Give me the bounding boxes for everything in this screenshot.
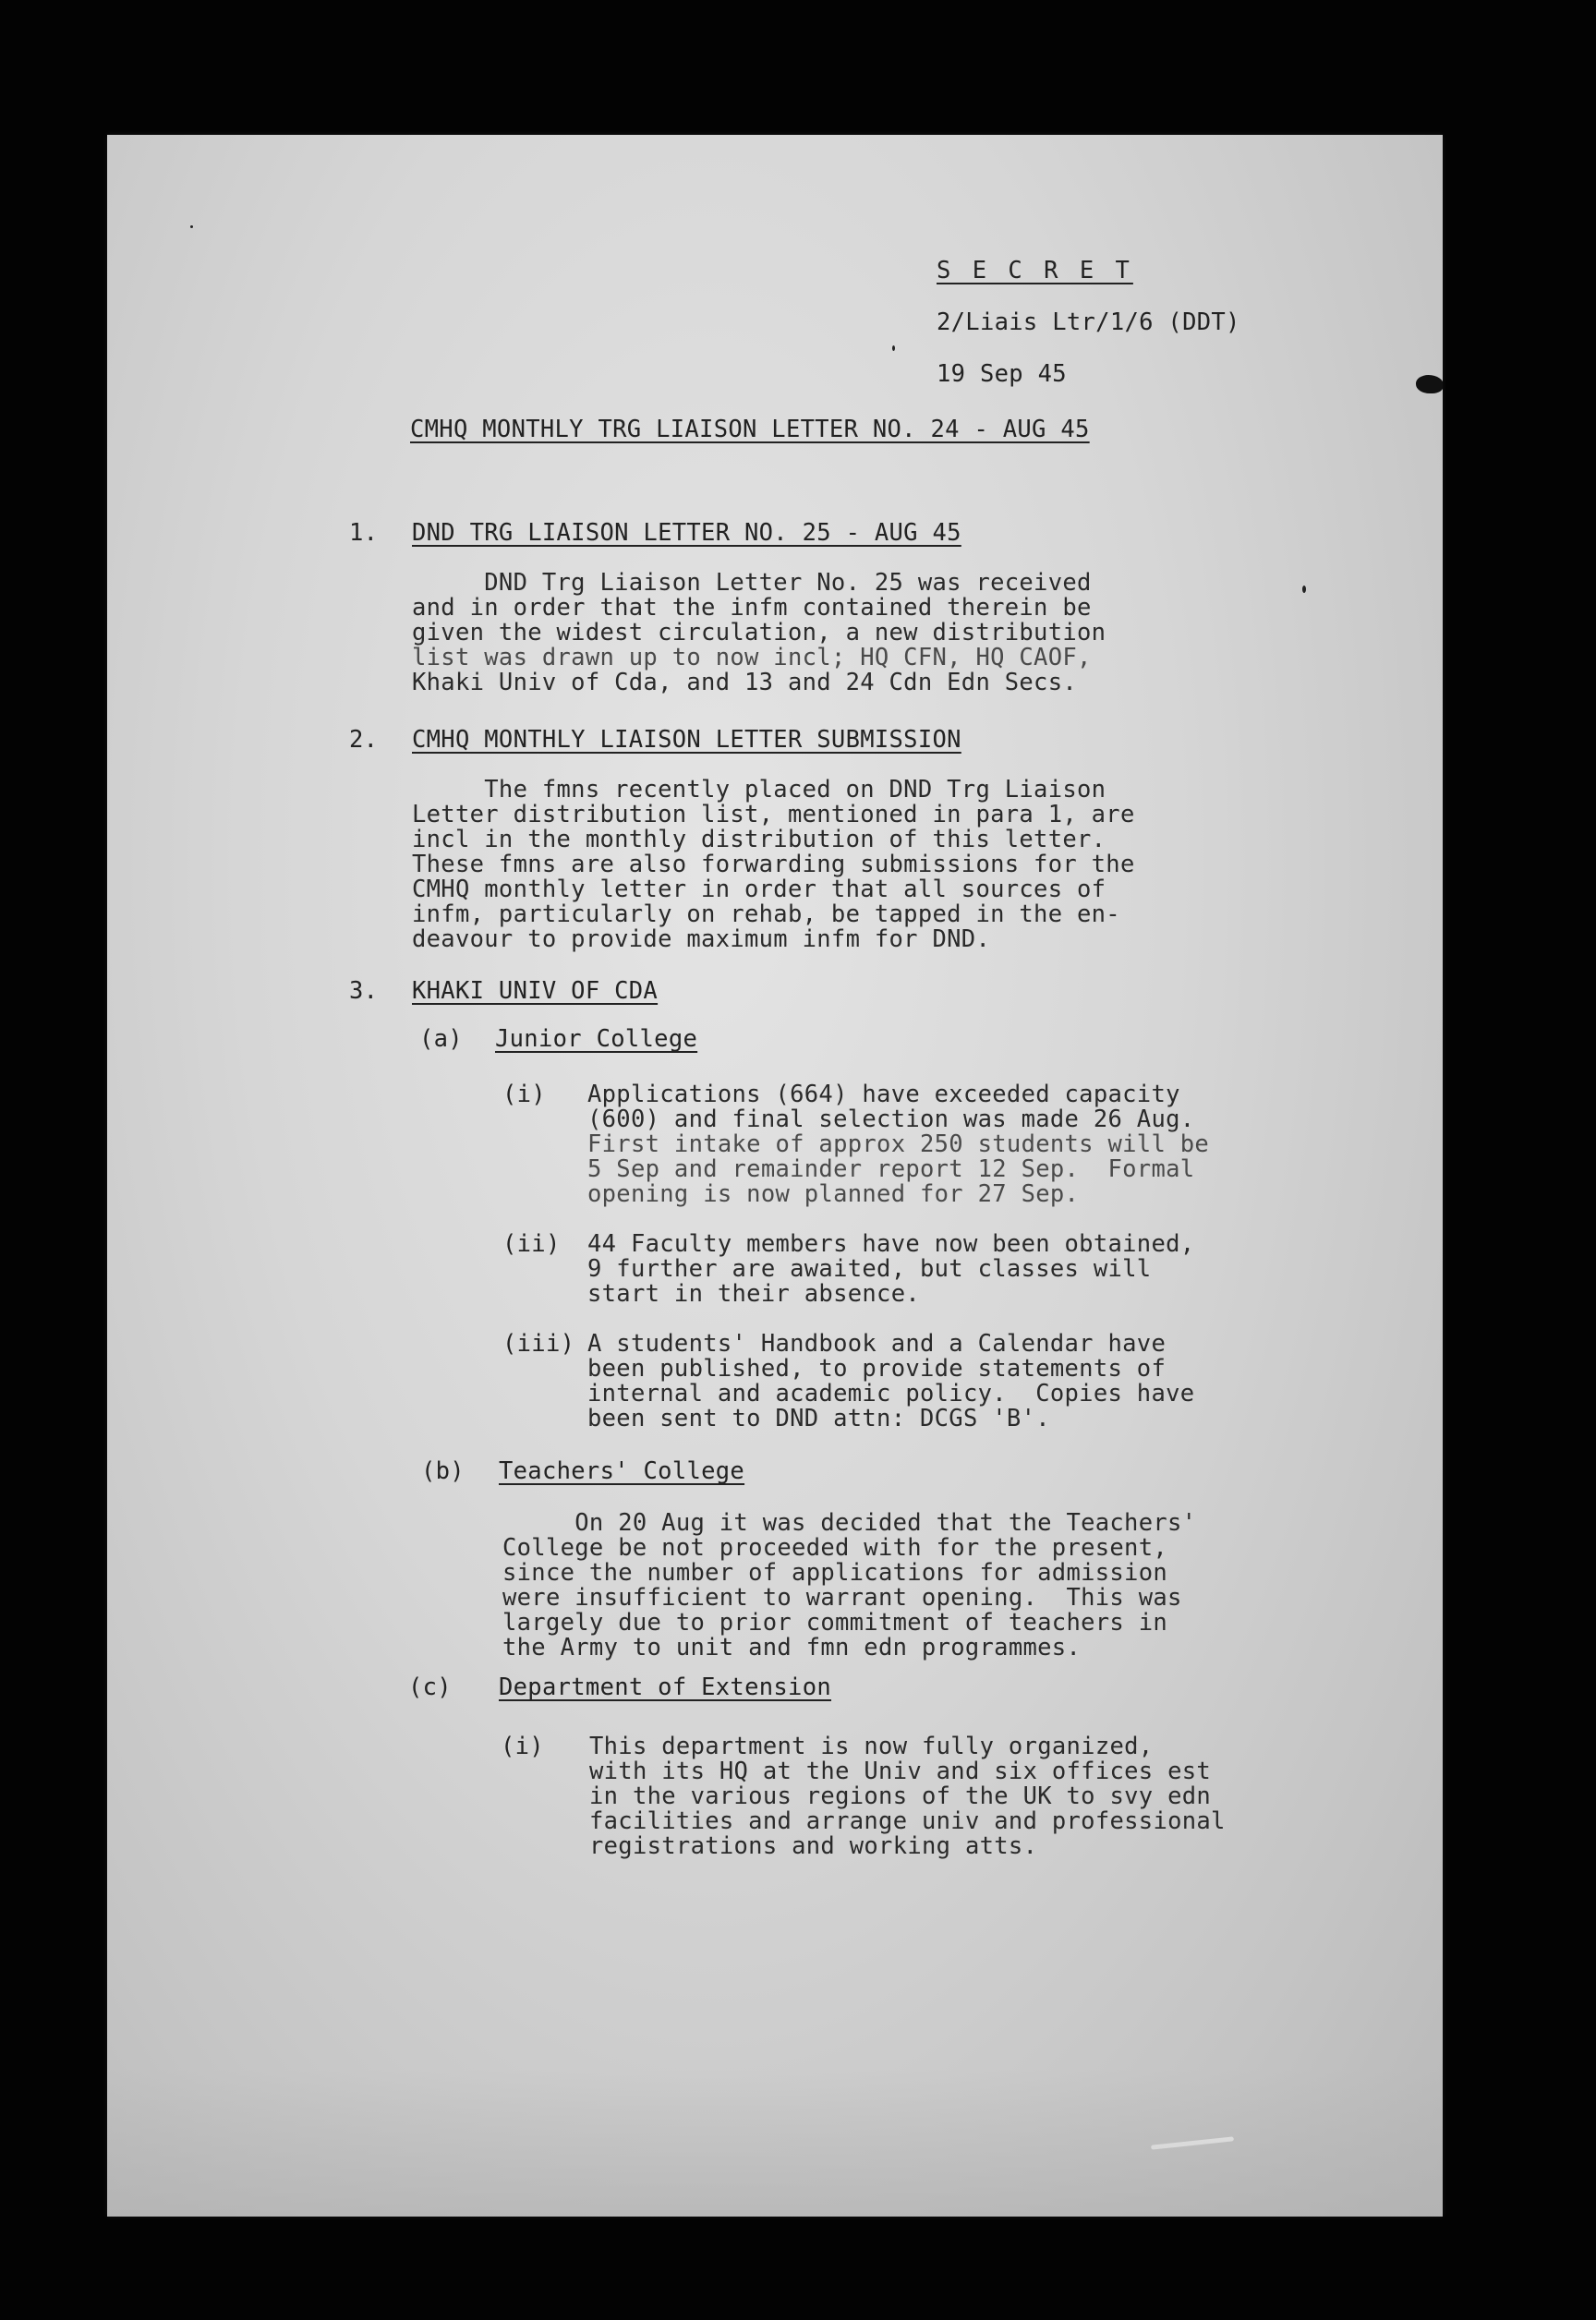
- classification-marking: S E C R E T: [937, 257, 1133, 284]
- item-c-i-body: [589, 1734, 1226, 1859]
- section-2-heading: CMHQ MONTHLY LIAISON LETTER SUBMISSION: [412, 726, 961, 754]
- body-line: opening is now planned for 27 Sep.: [587, 1180, 1080, 1208]
- body-line: been sent to DND attn: DCGS 'B'.: [587, 1405, 1050, 1432]
- body-line: facilities and arrange univ and professional: [589, 1807, 1226, 1835]
- section-1-number: 1.: [349, 519, 379, 547]
- speck: [1302, 586, 1306, 593]
- body-line: been published, to provide statements of: [587, 1355, 1167, 1383]
- subsection-b-heading: Teachers' College: [499, 1457, 745, 1485]
- speck: [892, 345, 895, 351]
- speck: [190, 225, 193, 228]
- body-line: with its HQ at the Univ and six offices est: [589, 1758, 1212, 1785]
- body-line: A students' Handbook and a Calendar have: [587, 1330, 1167, 1358]
- subsection-a-heading: Junior College: [495, 1025, 698, 1053]
- body-line: incl in the monthly distribution of this letter.: [412, 826, 1106, 853]
- item-c-i-label: (i): [501, 1733, 544, 1760]
- subsection-c-heading: Department of Extension: [499, 1674, 832, 1701]
- section-2-number: 2.: [349, 726, 379, 754]
- body-line: 44 Faculty members have now been obtained,: [587, 1230, 1195, 1258]
- body-line: The fmns recently placed on DND Trg Liaison: [412, 776, 1106, 804]
- body-line: CMHQ monthly letter in order that all sources of: [412, 876, 1106, 903]
- document-date: 19 Sep 45: [937, 360, 1067, 388]
- body-line: registrations and working atts.: [589, 1832, 1038, 1860]
- item-a-iii-label: (iii): [502, 1330, 575, 1358]
- ink-blot: [1416, 375, 1443, 393]
- item-a-i-label: (i): [502, 1081, 546, 1108]
- body-line: given the widest circulation, a new distribution: [412, 619, 1106, 646]
- body-line: largely due to prior commitment of teachers in: [502, 1609, 1168, 1637]
- body-line: (600) and final selection was made 26 Aug.: [587, 1106, 1195, 1133]
- body-line: Letter distribution list, mentioned in para 1, are: [412, 801, 1135, 828]
- item-a-iii-body: [587, 1332, 1194, 1432]
- body-line: Khaki Univ of Cda, and 13 and 24 Cdn Edn Secs.: [412, 669, 1078, 696]
- subsection-b-body: [502, 1511, 1196, 1661]
- section-2-body: [412, 778, 1135, 952]
- body-line: since the number of applications for admission: [502, 1559, 1168, 1587]
- section-1-heading: DND TRG LIAISON LETTER NO. 25 - AUG 45: [412, 519, 961, 547]
- reference-number: 2/Liais Ltr/1/6 (DDT): [937, 308, 1240, 336]
- subsection-a-label: (a): [419, 1025, 463, 1053]
- body-line: infm, particularly on rehab, be tapped in the en-: [412, 900, 1120, 928]
- film-scratch: [1151, 2136, 1234, 2149]
- body-line: First intake of approx 250 students will be: [587, 1130, 1210, 1158]
- body-line: These fmns are also forwarding submissions for the: [412, 851, 1135, 878]
- body-line: the Army to unit and fmn edn programmes.: [502, 1634, 1082, 1661]
- body-line: DND Trg Liaison Letter No. 25 was received: [412, 569, 1092, 597]
- subsection-b-label: (b): [421, 1457, 465, 1485]
- body-line: were insufficient to warrant opening. This was: [502, 1584, 1182, 1612]
- body-line: deavour to provide maximum infm for DND.: [412, 925, 991, 953]
- body-line: in the various regions of the UK to svy edn: [589, 1782, 1212, 1810]
- document-page: [107, 135, 1443, 2217]
- body-line: 9 further are awaited, but classes will: [587, 1255, 1152, 1283]
- document-title: CMHQ MONTHLY TRG LIAISON LETTER NO. 24 - AUG 45: [410, 416, 1090, 443]
- body-line: internal and academic policy. Copies have: [587, 1380, 1195, 1408]
- body-line: Applications (664) have exceeded capacity: [587, 1081, 1180, 1108]
- body-line: On 20 Aug it was decided that the Teachers': [502, 1509, 1197, 1537]
- body-line: 5 Sep and remainder report 12 Sep. Formal: [587, 1155, 1195, 1183]
- section-3-heading: KHAKI UNIV OF CDA: [412, 977, 659, 1005]
- section-3-number: 3.: [349, 977, 379, 1005]
- item-a-ii-label: (ii): [502, 1230, 561, 1258]
- body-line: start in their absence.: [587, 1280, 921, 1308]
- body-line: and in order that the infm contained therein be: [412, 594, 1092, 622]
- section-1-body: [412, 571, 1106, 695]
- item-a-ii-body: [587, 1232, 1194, 1307]
- item-a-i-body: [587, 1082, 1209, 1207]
- body-line: College be not proceeded with for the present,: [502, 1534, 1168, 1562]
- subsection-c-label: (c): [408, 1674, 452, 1701]
- body-line: This department is now fully organized,: [589, 1733, 1154, 1760]
- body-line: list was drawn up to now incl; HQ CFN, HQ CAOF,: [412, 644, 1092, 671]
